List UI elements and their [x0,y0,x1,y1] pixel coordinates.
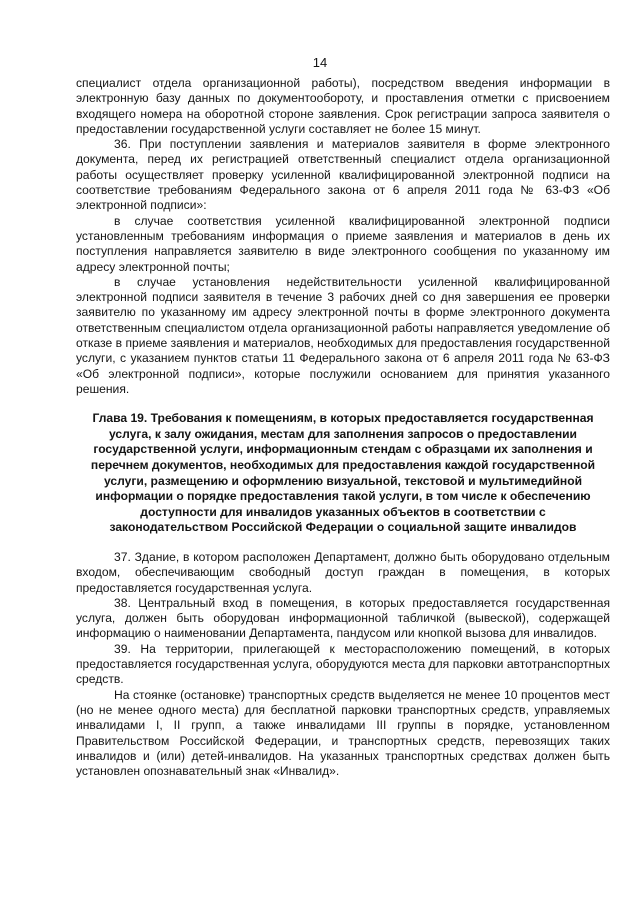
paragraph-36: 36. При поступлении заявления и материалов заявителя в форме электронного документа, перед их регистрацией ответственный специалист отдела организационной работы осуществляет проверку усиленной квалифицированной электронной подписи на соответствие требованиям Федерального закона от 6 апреля 2011 года № 63-ФЗ «Об электронной подписи»: [76,137,610,213]
paragraph-38: 38. Центральный вход в помещения, в которых предоставляется государственная услуга, должен быть оборудован информационной табличкой (вывеской), содержащей информацию о наименовании Департамента, пандусом или кнопкой вызова для инвалидов. [76,595,610,641]
paragraph-39: 39. На территории, прилегающей к месторасположению помещений, в которых предоставляется государственная услуга, оборудуются места для парковки автотранспортных средств. [76,641,610,687]
paragraph-36-invalid-signature: в случае установления недействительности усиленной квалифицированной электронной подписи заявителя в течение 3 рабочих дней со дня завершения ее проверки заявителю по указанному им адресу электронной почты в форме электронного документа ответственным специалистом отдела организационной работы направляется уведомление об отказе в приеме заявления и материалов, необходимых для предоставления государственной услуги, с указанием пунктов статьи 11 Федерального закона от 6 апреля 2011 года № 63-ФЗ «Об электронной подписи», которые послужили основанием для принятия указанного решения. [76,274,610,396]
page-number: 14 [312,55,328,70]
paragraph-39-parking: На стоянке (остановке) транспортных средств выделяется не менее 10 процентов мест (но не менее одного места) для бесплатной парковки транспортных средств, управляемых инвалидами I, II групп, а также инвалидами III группы в порядке, установленном Правительством Российской Федерации, и транспортных средств, перевозящих таких инвалидов и (или) детей-инвалидов. На указанных транспортных средствах должен быть установлен опознавательный знак «Инвалид». [76,687,610,779]
document-body [76,76,610,779]
paragraph-37: 37. Здание, в котором расположен Департамент, должно быть оборудовано отдельным входом, обеспечивающим свободный доступ граждан в помещения, в которых предоставляется государственная услуга. [76,549,610,595]
paragraph-continuation: специалист отдела организационной работы), посредством введения информации в электронную базу данных по документообороту, и проставления отметки с присвоением входящего номера на оборотной стороне заявления. Срок регистрации запроса заявителя о предоставлении государственной услуги составляет не более 15 минут. [76,76,610,136]
chapter-19-heading: Глава 19. Требования к помещениям, в которых предоставляется государственная услуга, к залу ожидания, местам для заполнения запросов о предоставлении государственной услуги, информационным стендам с образцами их заполнения и перечнем документов, необходимых для предоставления каждой государственной услуги, размещению и оформлению визуальной, текстовой и мультимедийной информации о порядке предоставления такой услуги, в том числе к обеспечению доступности для инвалидов указанных объектов в соответствии с законодательством Российской Федерации о социальной защите инвалидов [90,411,596,535]
paragraph-36-valid-signature: в случае соответствия усиленной квалифицированной электронной подписи установленным требованиям информация о приеме заявления и материалов в день их поступления направляется заявителю в виде электронного сообщения по указанному им адресу электронной почты; [76,213,610,274]
